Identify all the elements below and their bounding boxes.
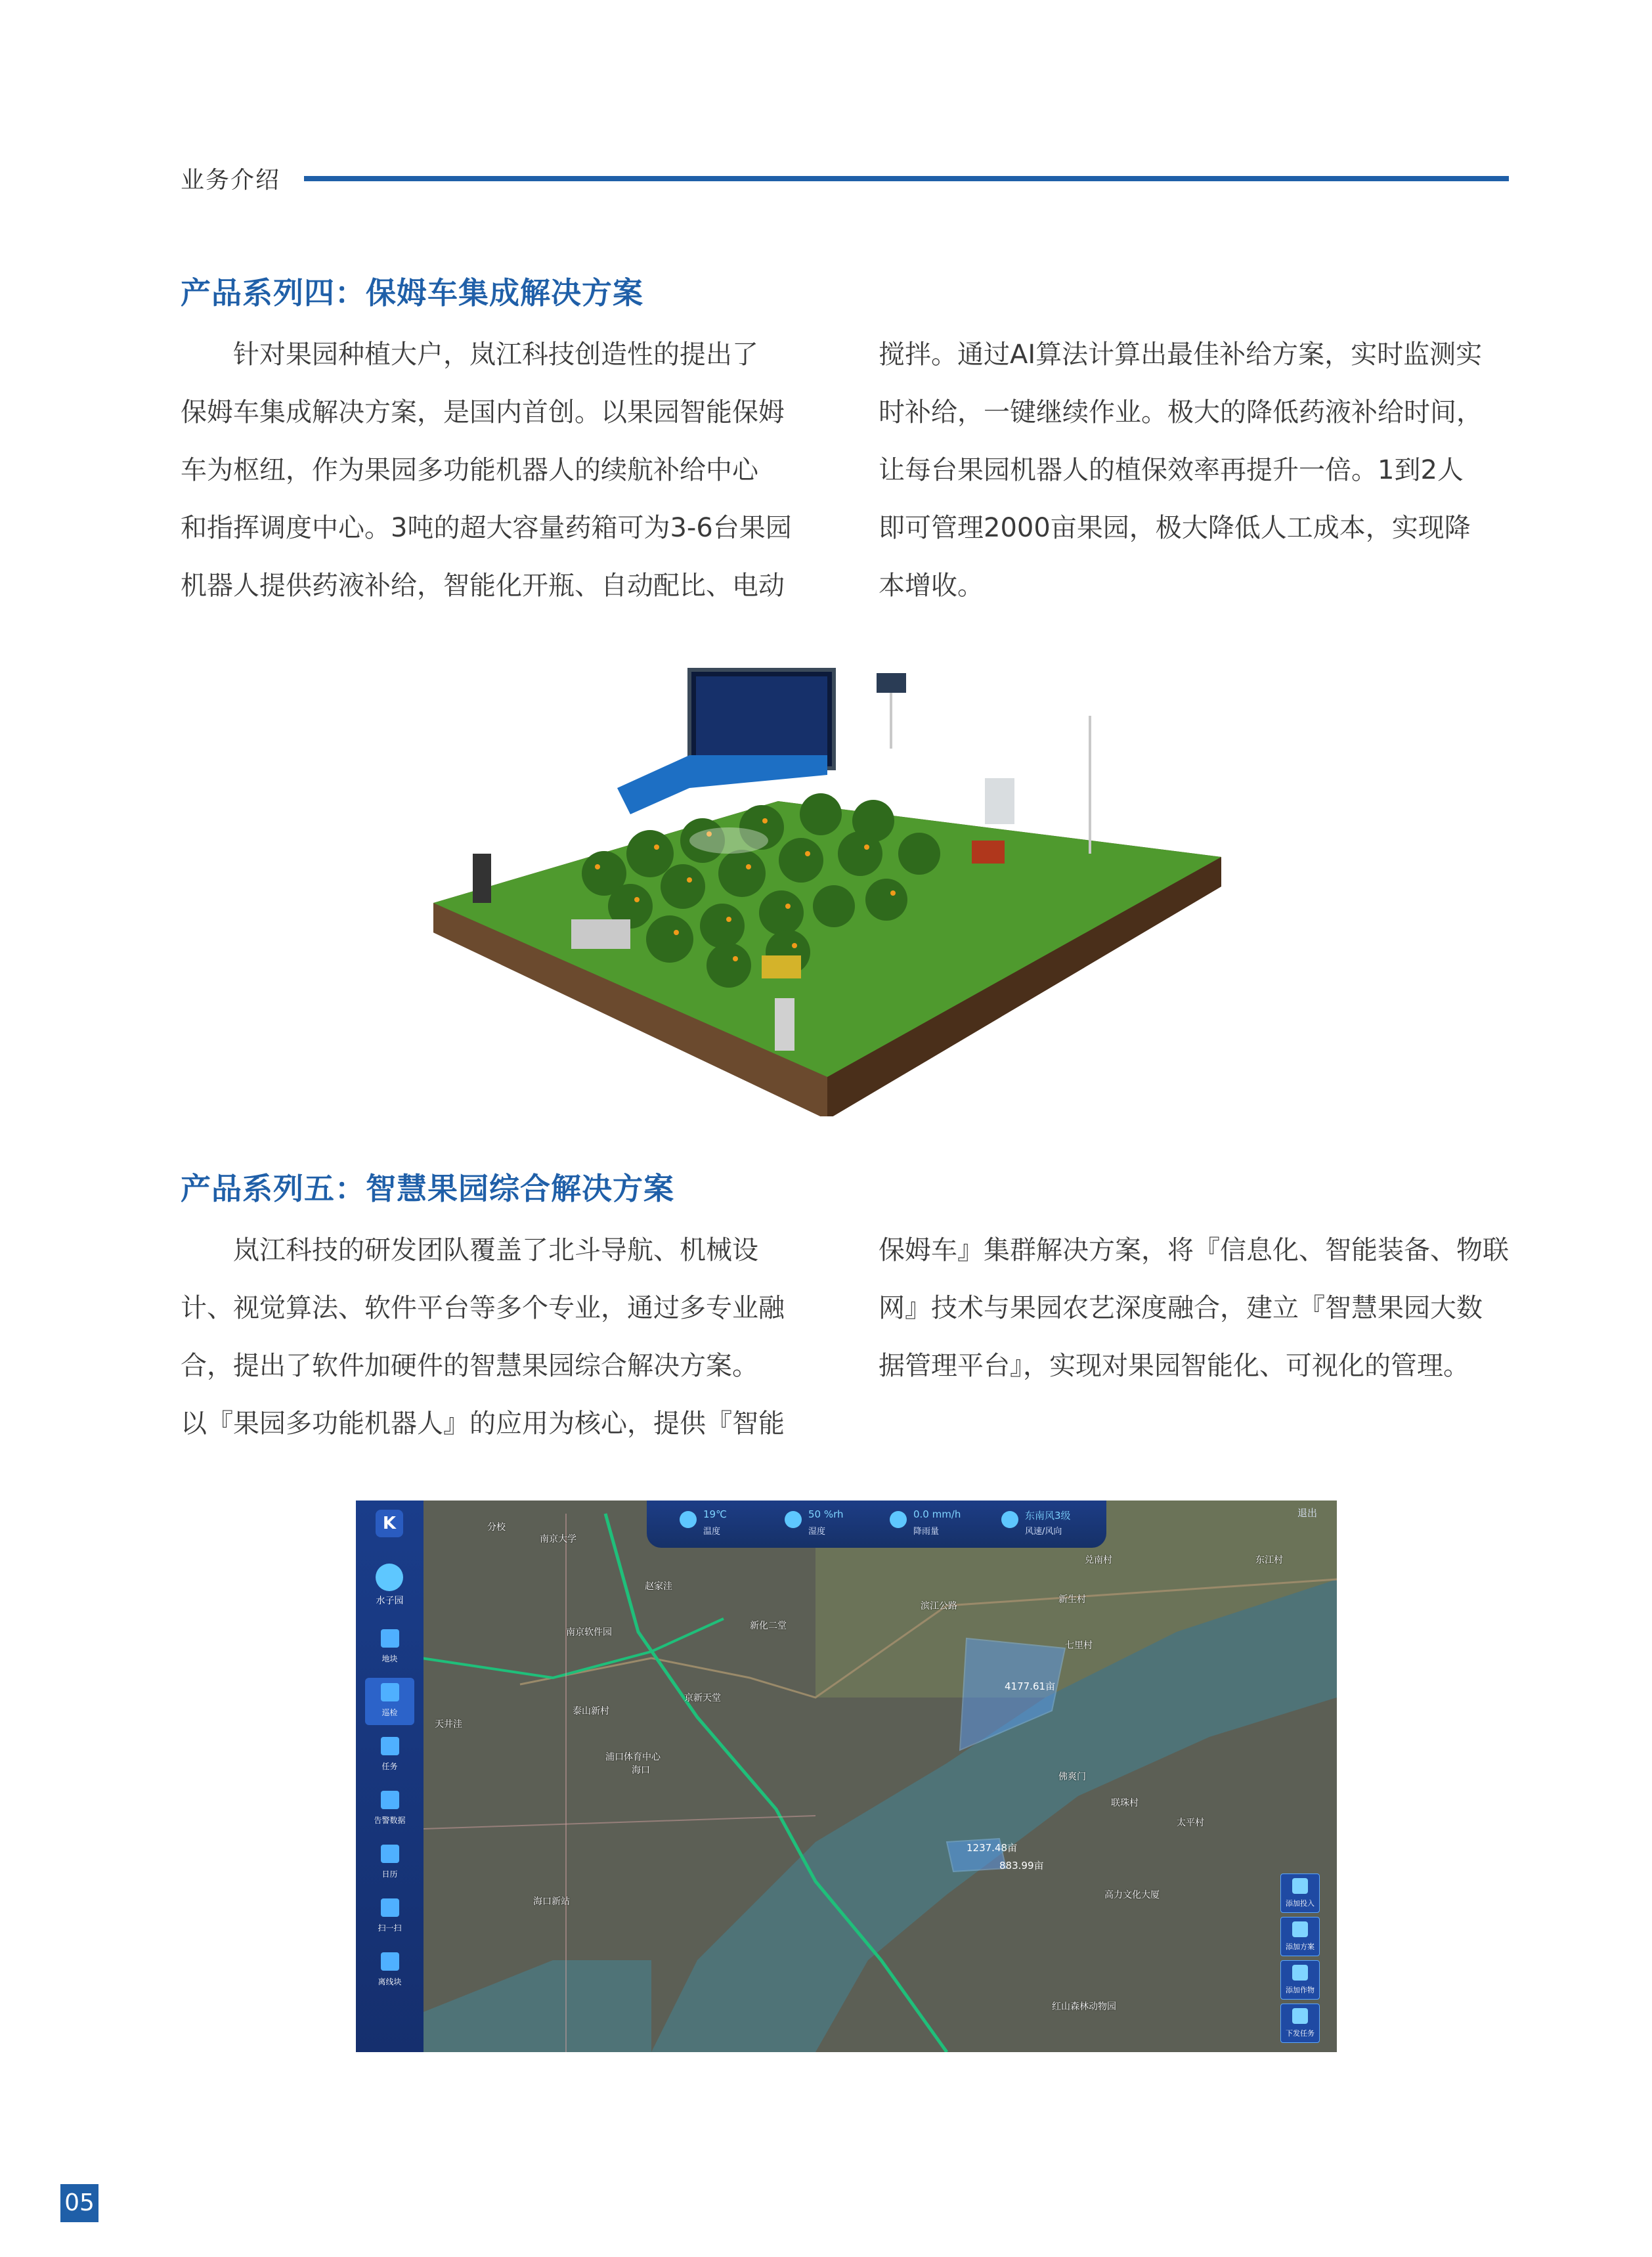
paragraph-line: 合，提出了软件加硬件的智慧果园综合解决方案。 — [181, 1351, 758, 1381]
map-place-label: 海口新站 — [533, 1896, 570, 1907]
weather-label: 风速/风向 — [1025, 1527, 1062, 1537]
page-header — [181, 162, 1509, 194]
map-place-label: 新生村 — [1058, 1594, 1086, 1605]
dispatch-task-button[interactable] — [1280, 2004, 1320, 2043]
add-crop-button[interactable] — [1280, 1960, 1320, 2000]
action-label: 添加投入 — [1286, 1899, 1315, 1908]
paragraph-line: 和指挥调度中心。3吨的超大容量药箱可为3-6台果园 — [181, 513, 792, 543]
section5-right-column — [879, 1221, 1509, 1395]
add-crop-icon — [1292, 1965, 1308, 1981]
section5-title: 产品系列五：智慧果园综合解决方案 — [181, 1171, 674, 1206]
action-label: 下发任务 — [1286, 2029, 1315, 2038]
map-place-label: 京新天堂 — [684, 1693, 721, 1703]
map-place-label: 红山森林动物园 — [1052, 2002, 1116, 2012]
weather-panel — [647, 1501, 1106, 1548]
field-area-label: 883.99亩 — [999, 1860, 1044, 1872]
action-label: 添加方案 — [1286, 1942, 1315, 1951]
header-rule — [304, 176, 1509, 181]
page-number: 05 — [60, 2184, 98, 2222]
sidebar-item-inspection[interactable] — [365, 1678, 414, 1725]
scan-icon — [381, 1898, 399, 1917]
user-avatar[interactable] — [376, 1564, 403, 1591]
weather-value: 50 %rh — [808, 1508, 844, 1520]
rain-icon — [890, 1511, 907, 1528]
paragraph-line: 计、视觉算法、软件平台等多个专业，通过多专业融 — [181, 1293, 785, 1323]
map-place-label: 泰山新村 — [573, 1706, 609, 1717]
paragraph-line: 本增收。 — [879, 571, 984, 601]
add-plan-button[interactable] — [1280, 1917, 1320, 1956]
paragraph-line: 即可管理2000亩果园，极大降低人工成本，实现降 — [879, 513, 1471, 543]
map-place-label: 海口 — [632, 1765, 650, 1776]
calendar-icon — [381, 1845, 399, 1863]
action-label: 添加作物 — [1286, 1986, 1315, 1994]
app-logo-icon: K — [376, 1510, 403, 1537]
field-area-label: 4177.61亩 — [1005, 1680, 1056, 1692]
sidebar-item-plots[interactable] — [365, 1624, 414, 1671]
paragraph-line: 搅拌。通过AI算法计算出最佳补给方案，实时监测实 — [879, 340, 1483, 370]
paragraph-line: 据管理平台』，实现对果园智能化、可视化的管理。 — [879, 1351, 1469, 1381]
map-place-label: 赵家洼 — [645, 1581, 672, 1592]
dashboard-topbar — [424, 1501, 1337, 1548]
paragraph-line: 保姆车』集群解决方案，将『信息化、智能装备、物联 — [879, 1235, 1509, 1265]
sidebar-item-label: 扫一扫 — [378, 1923, 402, 1933]
add-input-button[interactable] — [1280, 1874, 1320, 1913]
map-place-label: 联珠村 — [1111, 1798, 1139, 1808]
map-place-label: 天井洼 — [435, 1719, 462, 1730]
plot-icon — [381, 1629, 399, 1648]
sidebar-item-alerts[interactable] — [365, 1786, 414, 1833]
paragraph-line: 机器人提供药液补给，智能化开瓶、自动配比、电动 — [181, 571, 785, 601]
section5-left-column — [181, 1221, 811, 1453]
weather-value: 19℃ — [703, 1508, 727, 1520]
orchard-diorama-illustration — [433, 657, 1221, 1116]
task-icon — [381, 1737, 399, 1755]
weather-label: 湿度 — [808, 1527, 826, 1537]
smart-orchard-dashboard-screenshot — [356, 1501, 1337, 2052]
sidebar-item-tasks[interactable] — [365, 1732, 414, 1779]
add-input-icon — [1292, 1878, 1308, 1894]
sidebar-item-label: 地块 — [381, 1654, 398, 1663]
section4-title: 产品系列四：保姆车集成解决方案 — [181, 275, 643, 311]
humidity-icon — [785, 1511, 802, 1528]
field-area-label: 1237.48亩 — [967, 1842, 1018, 1854]
sidebar-item-scan[interactable] — [365, 1893, 414, 1940]
section4-right-column — [879, 326, 1509, 615]
map-place-label: 七里村 — [1065, 1640, 1093, 1651]
weather-value: 0.0 mm/h — [913, 1508, 961, 1520]
paragraph-line: 网』技术与果园农艺深度融合，建立『智慧果园大数 — [879, 1293, 1483, 1323]
weather-label: 降雨量 — [913, 1527, 940, 1537]
header-label: 业务介绍 — [181, 167, 281, 194]
user-name: 水子园 — [376, 1596, 404, 1606]
map-place-label: 兑南村 — [1085, 1555, 1112, 1566]
section4-left-column — [181, 326, 811, 615]
map-place-label: 高力文化大厦 — [1104, 1890, 1160, 1900]
map-place-label: 浦口体育中心 — [605, 1752, 661, 1763]
paragraph-line: 让每台果园机器人的植保效率再提升一倍。1到2人 — [879, 455, 1464, 485]
paragraph-line: 针对果园种植大户，岚江科技创造性的提出了 — [233, 340, 758, 370]
map-place-label: 南京软件园 — [566, 1627, 612, 1638]
paragraph-line: 车为枢纽，作为果园多功能机器人的续航补给中心 — [181, 455, 758, 485]
sidebar-item-offline[interactable] — [365, 1947, 414, 1994]
sidebar-item-label: 巡检 — [381, 1708, 398, 1717]
wind-icon — [1001, 1511, 1018, 1528]
map-place-label: 东江村 — [1255, 1555, 1283, 1566]
sidebar-item-label: 离线块 — [378, 1977, 402, 1986]
thermometer-icon — [680, 1511, 697, 1528]
map-place-label: 太平村 — [1177, 1818, 1204, 1828]
sidebar-item-label: 任务 — [381, 1762, 398, 1771]
dispatch-task-icon — [1292, 2008, 1308, 2024]
alert-icon — [381, 1791, 399, 1809]
inspection-icon — [381, 1683, 399, 1701]
map-place-label: 分校 — [487, 1522, 506, 1533]
sidebar-item-calendar[interactable] — [365, 1839, 414, 1887]
sidebar-item-label: 日历 — [381, 1870, 398, 1879]
sidebar-item-label: 告警数据 — [374, 1816, 406, 1825]
weather-label: 温度 — [703, 1527, 721, 1537]
map-place-label: 佛爽门 — [1058, 1772, 1086, 1782]
grid-icon — [381, 1952, 399, 1971]
logout-button[interactable]: 退出 — [1297, 1507, 1317, 1519]
map-place-label: 南京大学 — [540, 1534, 576, 1545]
add-plan-icon — [1292, 1921, 1308, 1937]
paragraph-line: 保姆车集成解决方案，是国内首创。以果园智能保姆 — [181, 397, 785, 427]
map-place-label: 新化二堂 — [750, 1621, 787, 1631]
paragraph-line: 岚江科技的研发团队覆盖了北斗导航、机械设 — [233, 1235, 758, 1265]
dashboard-sidebar — [356, 1501, 424, 2052]
paragraph-line: 时补给，一键继续作业。极大的降低药液补给时间， — [879, 397, 1483, 427]
map-place-label: 滨江公路 — [921, 1601, 957, 1611]
satellite-map — [356, 1501, 1337, 2052]
paragraph-line: 以『果园多功能机器人』的应用为核心，提供『智能 — [181, 1409, 785, 1439]
weather-value: 东南风3级 — [1025, 1510, 1071, 1522]
